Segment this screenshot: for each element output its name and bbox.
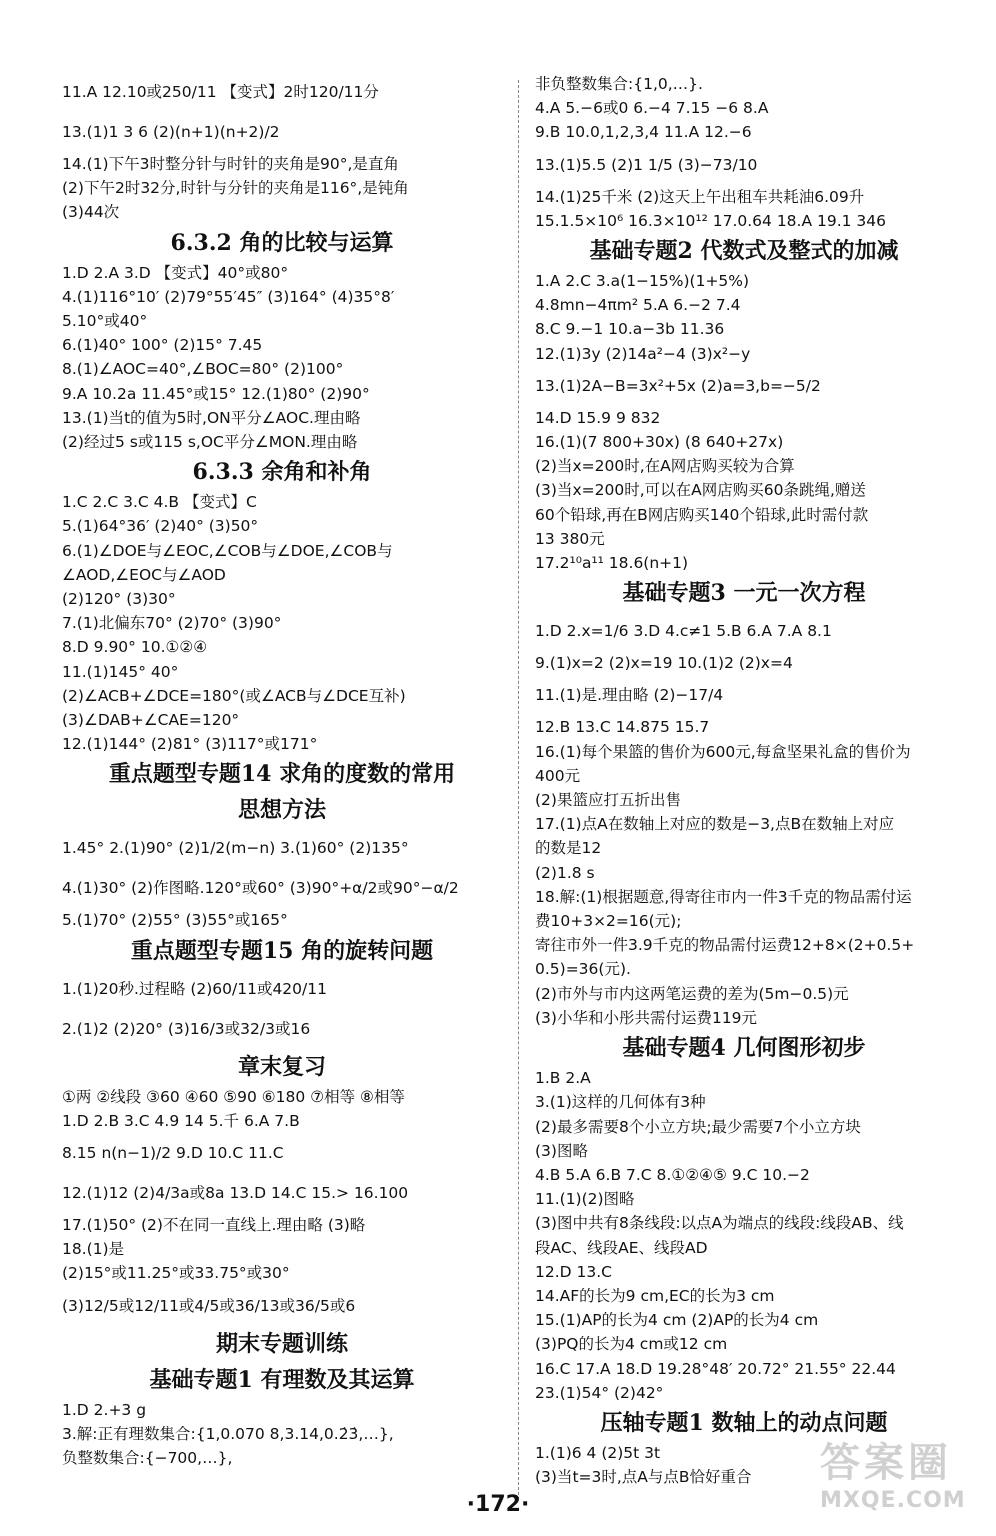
answer-line: 9.A 10.2a 11.45°或15° 12.(1)80° (2)90°: [62, 384, 370, 403]
answer-line: 2.(1)2 (2)20° (3)16/3或32/3或16: [62, 1019, 311, 1038]
answer-line: 1.(1)6 4 (2)5t 3t: [535, 1443, 661, 1462]
answer-line: 负整数集合:{−700,…},: [62, 1449, 233, 1468]
answer-line: 12.(1)3y (2)14a²−4 (3)x²−y: [535, 344, 751, 363]
answer-line: 12.(1)12 (2)4/3a或8a 13.D 14.C 15.> 16.100: [62, 1184, 409, 1203]
answer-line: (2)120° (3)30°: [62, 590, 176, 609]
answer-line: 17.(1)50° (2)不在同一直线上.理由略 (3)略: [62, 1216, 366, 1235]
answer-line: 16.(1)(7 800+30x) (8 640+27x): [535, 433, 784, 452]
watermark-url: MXQE.COM: [820, 1488, 966, 1513]
section-heading: 基础专题1 有理数及其运算: [149, 1366, 415, 1393]
answer-line: 13.(1)1 3 6 (2)(n+1)(n+2)/2: [62, 123, 280, 141]
answer-line: 12.(1)144° (2)81° (3)117°或171°: [62, 735, 318, 754]
answer-line: 4.(1)30° (2)作图略.120°或60° (3)90°+α/2或90°−α/2: [62, 879, 459, 898]
answer-line: 400元: [535, 766, 581, 785]
answer-line: 1.D 2.A 3.D 【变式】40°或80°: [62, 263, 289, 282]
answer-line: 3.解:正有理数集合:{1,0.070 8,3.14,0.2̇3̇,…},: [62, 1424, 394, 1443]
answer-line: 13.(1)当t的值为5时,ON平分∠AOC.理由略: [62, 408, 361, 427]
answer-line: 1.A 2.C 3.a(1−15%)(1+5%): [535, 272, 750, 291]
column-divider: [518, 80, 519, 1500]
answer-line: 8.C 9.−1 10.a−3b 11.36: [535, 320, 725, 339]
answer-line: 7.(1)北偏东70° (2)70° (3)90°: [62, 614, 282, 633]
answer-line: 18.解:(1)根据题意,得寄往市内一件3千克的物品需付运: [535, 887, 912, 906]
answer-line: 段AC、线段AE、线段AD: [535, 1238, 708, 1257]
answer-line: 寄往市外一件3.9千克的物品需付运费12+8×(2+0.5+: [535, 936, 915, 955]
answer-line: 15.(1)AP的长为4 cm (2)AP的长为4 cm: [535, 1311, 819, 1330]
answer-line: 9.(1)x=2 (2)x=19 10.(1)2 (2)x=4: [535, 654, 793, 673]
section-heading: 章末复习: [237, 1053, 326, 1080]
section-heading: 6.3.3 余角和补角: [192, 459, 372, 486]
answer-line: (3)44次: [62, 203, 120, 222]
answer-line: 1.D 2.B 3.C 4.9 14 5.千 6.A 7.B: [62, 1111, 300, 1130]
answer-line: 4.A 5.−6或0 6.−4 7.15 −6 8.A: [535, 99, 769, 118]
answer-line: (2)15°或11.25°或33.75°或30°: [62, 1264, 290, 1283]
answer-line: 0.5)=36(元).: [535, 960, 631, 979]
answer-line: 1.(1)20秒.过程略 (2)60/11或420/11: [62, 979, 327, 998]
answer-line: 13.(1)5.5 (2)1 1/5 (3)−73/10: [535, 155, 758, 174]
section-heading: 重点题型专题14 求角的度数的常用: [108, 761, 456, 788]
watermark-text: 答案圈: [820, 1440, 952, 1486]
answer-line: 8.15 n(n−1)/2 9.D 10.C 11.C: [62, 1144, 284, 1163]
answer-line: 13.(1)2A−B=3x²+5x (2)a=3,b=−5/2: [535, 376, 821, 395]
answer-line: 6.(1)40° 100° (2)15° 7.45: [62, 336, 263, 355]
answer-line: 16.(1)每个果篮的售价为600元,每盒坚果礼盒的售价为: [535, 742, 911, 761]
answer-line: 14.D 15.9 9 832: [535, 408, 661, 427]
answer-line: ∠AOD,∠EOC与∠AOD: [62, 565, 226, 584]
answer-line: 9.B 10.0,1,2,3,4 11.A 12.−6: [535, 123, 752, 142]
answer-line: (3)图中共有8条线段:以点A为端点的线段:线段AB、线: [535, 1214, 904, 1233]
answer-line: 14.(1)25千米 (2)这天上午出租车共耗油6.09升: [535, 187, 865, 206]
answer-line: 11.(1)是.理由略 (2)−17/4: [535, 686, 724, 705]
answer-line: 1.D 2.x=1/6 3.D 4.c≠1 5.B 6.A 7.A 8.1: [535, 622, 832, 641]
answer-line: 17.(1)点A在数轴上对应的数是−3,点B在数轴上对应: [535, 815, 895, 834]
answer-line: 5.10°或40°: [62, 312, 148, 331]
answer-line: (2)果篮应打五折出售: [535, 791, 681, 810]
section-heading: 压轴专题1 数轴上的动点问题: [600, 1409, 888, 1436]
answer-line: 4.(1)116°10′ (2)79°55′45″ (3)164° (4)35°8′: [62, 287, 395, 306]
answer-line: 1.C 2.C 3.C 4.B 【变式】C: [62, 493, 257, 512]
answer-line: 非负整数集合:{1,0,…}.: [535, 75, 703, 93]
section-heading: 基础专题2 代数式及整式的加减: [589, 238, 899, 265]
answer-line: 11.(1)145° 40°: [62, 662, 179, 681]
answer-line: (2)经过5 s或115 s,OC平分∠MON.理由略: [62, 433, 358, 452]
answer-line: (2)∠ACB+∠DCE=180°(或∠ACB与∠DCE互补): [62, 686, 406, 705]
answer-line: (3)图略: [535, 1141, 588, 1160]
answer-line: 16.C 17.A 18.D 19.28°48′ 20.72° 21.55° 22.44: [535, 1359, 896, 1378]
answer-line: 11.A 12.10或250/11 【变式】2时120/11分: [62, 83, 379, 101]
page-number: ·172·: [466, 1492, 530, 1517]
answer-line: 8.D 9.90° 10.①②④: [62, 638, 208, 657]
section-heading: 基础专题4 几何图形初步: [622, 1035, 866, 1062]
section-heading: 6.3.2 角的比较与运算: [170, 229, 394, 256]
answer-line: 12.D 13.C: [535, 1262, 612, 1281]
answer-line: (2)市外与市内这两笔运费的差为(5m−0.5)元: [535, 984, 849, 1003]
answer-line: 的数是12: [535, 839, 602, 858]
answer-line: 17.2¹⁰a¹¹ 18.6(n+1): [535, 554, 689, 573]
answer-line: (3)当t=3时,点A与点B恰好重合: [535, 1468, 752, 1487]
answer-line: 6.(1)∠DOE与∠EOC,∠COB与∠DOE,∠COB与: [62, 541, 393, 560]
answer-line: (3)12/5或12/11或4/5或36/13或36/5或6: [62, 1296, 356, 1315]
answer-line: 费10+3×2=16(元);: [535, 912, 682, 931]
section-heading: 思想方法: [237, 797, 326, 824]
answer-line: 23.(1)54° (2)42°: [535, 1383, 664, 1402]
answer-line: 3.(1)这样的几何体有3种: [535, 1093, 706, 1112]
answer-line: 1.B 2.A: [535, 1069, 591, 1088]
section-heading: 期末专题训练: [215, 1330, 348, 1357]
answer-line: 5.(1)64°36′ (2)40° (3)50°: [62, 517, 259, 536]
section-heading: 重点题型专题15 角的旋转问题: [130, 937, 434, 964]
answer-line: (2)最多需要8个小立方块;最少需要7个小立方块: [535, 1117, 861, 1136]
answer-line: (3)PQ的长为4 cm或12 cm: [535, 1335, 728, 1354]
answer-line: 4.B 5.A 6.B 7.C 8.①②④⑤ 9.C 10.−2: [535, 1165, 810, 1184]
answer-line: 4.8mn−4πm² 5.A 6.−2 7.4: [535, 296, 741, 315]
answer-line: 14.AF的长为9 cm,EC的长为3 cm: [535, 1286, 775, 1305]
answer-line: (2)当x=200时,在A网店购买较为合算: [535, 457, 795, 476]
answer-line: 60个铅球,再在B网店购买140个铅球,此时需付款: [535, 505, 869, 524]
answer-line: 11.(1)(2)图略: [535, 1190, 635, 1209]
answer-line: 1.D 2.+3 g: [62, 1400, 147, 1419]
answer-line: 15.1.5×10⁶ 16.3×10¹² 17.0.64 18.A 19.1 346: [535, 211, 887, 230]
answer-line: 8.(1)∠AOC=40°,∠BOC=80° (2)100°: [62, 360, 344, 379]
answer-line: (2)下午2时32分,时针与分针的夹角是116°,是钝角: [62, 179, 409, 198]
right-column: [535, 72, 953, 1489]
answer-line: 1.45° 2.(1)90° (2)1/2(m−n) 3.(1)60° (2)135°: [62, 839, 409, 858]
answer-line: 14.(1)下午3时整分针与时针的夹角是90°,是直角: [62, 155, 399, 173]
watermark-logo: [820, 1440, 990, 1530]
answer-line: 5.(1)70° (2)55° (3)55°或165°: [62, 911, 288, 930]
answer-line: 13 380元: [535, 529, 605, 548]
answer-line: (3)∠DAB+∠CAE=120°: [62, 711, 240, 730]
answer-line: (3)当x=200时,可以在A网店购买60条跳绳,赠送: [535, 481, 866, 500]
answer-line: (3)小华和小彤共需付运费119元: [535, 1008, 758, 1027]
left-column: [62, 72, 502, 1470]
section-heading: 基础专题3 一元一次方程: [622, 580, 866, 607]
answer-line: 12.B 13.C 14.875 15.7: [535, 718, 710, 737]
answer-line: ①两 ②线段 ③60 ④60 ⑤90 ⑥180 ⑦相等 ⑧相等: [62, 1087, 405, 1106]
answer-line: (2)1.8 s: [535, 863, 595, 882]
answer-line: 18.(1)是: [62, 1240, 125, 1259]
